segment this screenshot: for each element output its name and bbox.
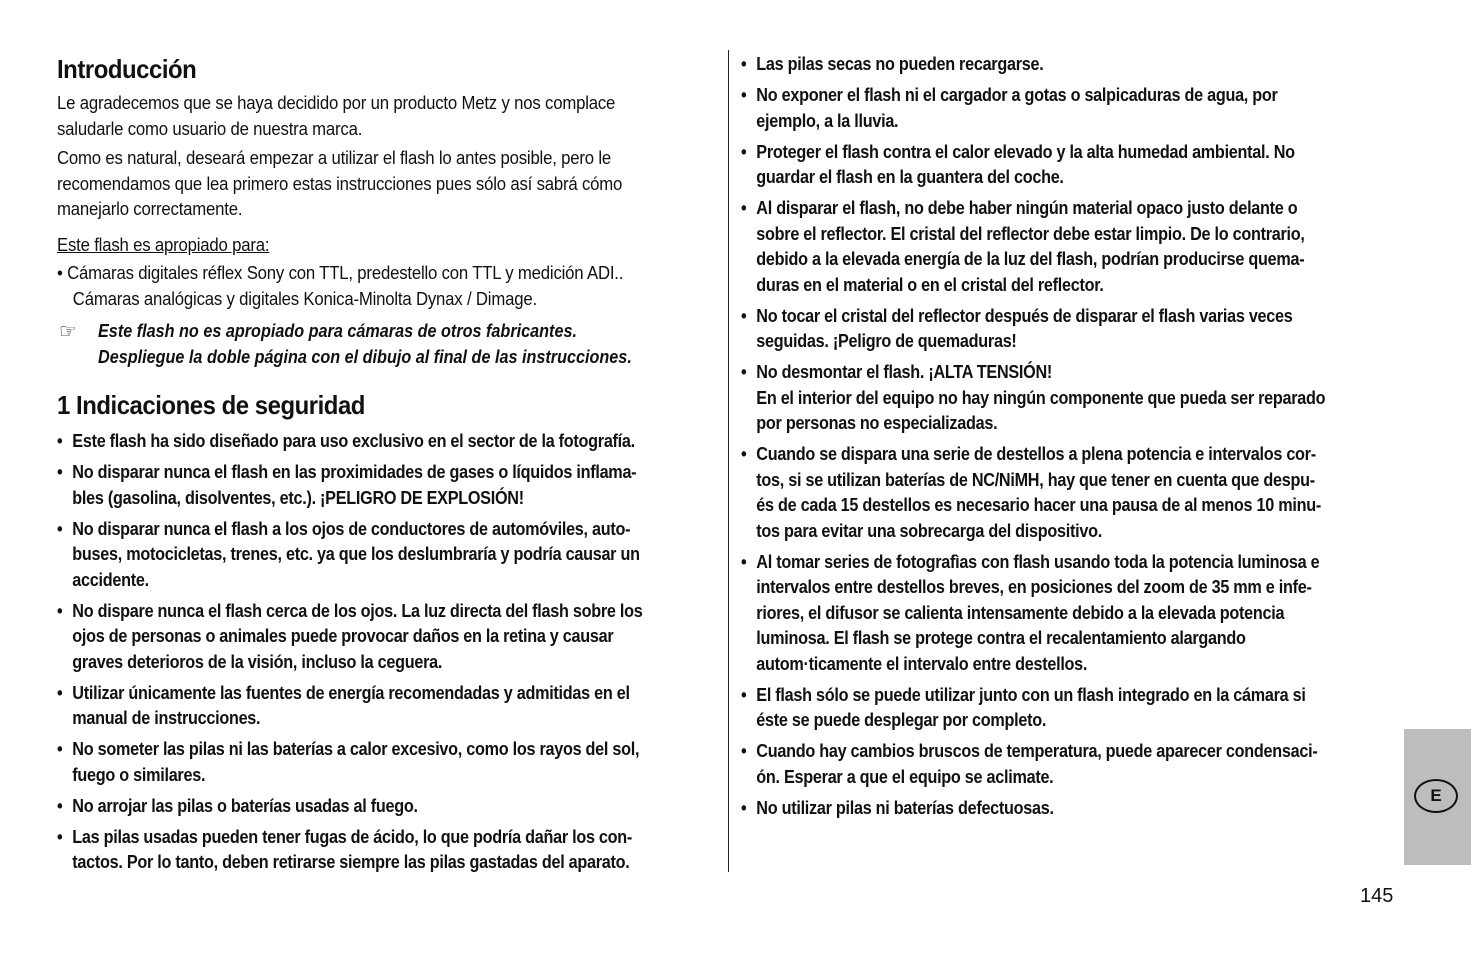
safety-list-item: • No exponer el flash ni el cargador a gotas o salpicaduras de agua, por ejemplo, a la lluvia. [741,83,1325,134]
safety-list-item: • No dispare nunca el flash cerca de los ojos. La luz directa del flash sobre los ojos de personas o animales puede provocar daños en la retina y causar graves deterioros de la visión, incluso la ceguera. [57,599,642,676]
safety-list-item: • Las pilas secas no pueden recargarse. [741,52,1325,78]
safety-list-item: • Este flash ha sido diseñado para uso exclusivo en el sector de la fotografía. [57,429,642,455]
safety-list-item: • Cuando hay cambios bruscos de temperatura, puede aparecer condensaci- ón. Esperar a que el equipo se aclimate. [741,739,1325,790]
suitable-cameras-bullet: • Cámaras digitales réflex Sony con TTL, predestello con TTL y medición ADI.. Cámaras analógicas y digitales Konica-Minolta Dynax / Dimage. [57,263,624,309]
safety-list-item: • Al tomar series de fotografìas con flash usando toda la potencia luminosa e intervalos entre destellos breves, en posiciones del zoom de 35 mm e infe- riores, el difusor se calienta intensamente debido a la elevada potencia luminosa. El flash se protege contra el recalentamiento alargando autom·ticamente el intervalo entre destellos. [741,550,1325,678]
safety-heading: 1 Indicaciones de seguridad [57,390,365,420]
safety-list-item: • Las pilas usadas pueden tener fugas de ácido, lo que podría dañar los con- tactos. Por lo tanto, deben retirarse siempre las pilas gastadas del aparato. [57,825,642,876]
safety-list-left [57,429,708,881]
safety-list-item: • No utilizar pilas ni baterías defectuosas. [741,796,1325,822]
intro-heading: Introducción [57,54,197,84]
language-tab [1404,729,1471,865]
safety-list-item: • El flash sólo se puede utilizar junto con un flash integrado en la cámara si éste se puede desplegar por completo. [741,683,1325,734]
safety-list-item: • No someter las pilas ni las baterías a calor excesivo, como los rayos del sol, fuego o similares. [57,737,642,788]
safety-list-item: • Utilizar únicamente las fuentes de energía recomendadas y admitidas en el manual de instrucciones. [57,681,642,732]
safety-list-right [741,52,1390,827]
safety-list-item: • No tocar el cristal del reflector después de disparar el flash varias veces seguidas. ¡Peligro de quemaduras! [741,304,1325,355]
safety-list-item: • Proteger el flash contra el calor elevado y la alta humedad ambiental. No guardar el flash en la guantera del coche. [741,140,1325,191]
intro-paragraph-2: Como es natural, deseará empezar a utilizar el flash lo antes posible, pero le recomendamos que lea primero estas instrucciones pues sólo así sabrá cómo manejarlo correctamente. [57,148,623,219]
safety-list-item: • No desmontar el flash. ¡ALTA TENSIÓN! En el interior del equipo no hay ningún componente que pueda ser reparado por personas no especializadas. [741,360,1325,437]
suitable-for-label: Este flash es apropiado para: [57,235,270,255]
pointing-hand-icon: ☞ [59,321,77,343]
column-divider [728,50,729,872]
safety-list-item: • No arrojar las pilas o baterías usadas al fuego. [57,794,642,820]
safety-list-item: • Al disparar el flash, no debe haber ningún material opaco justo delante o sobre el reflector. El cristal del reflector debe estar limpio. De lo contrario, debido a la elevada energía de la luz del flash, podrían producirse quema- duras en el material o en el cristal del reflector. [741,196,1325,298]
safety-list-item: • No disparar nunca el flash en las proximidades de gases o líquidos inflama- bles (gasolina, disolventes, etc.). ¡PELIGRO DE EXPLOSIÓN! [57,460,642,511]
safety-list-item: • Cuando se dispara una serie de destellos a plena potencia e intervalos cor- tos, si se utilizan baterías de NC/NiMH, hay que tener en cuenta que despu- és de cada 15 destellos es necesario hacer una pausa de al menos 10 minu- tos para evitar una sobrecarga del dispositivo. [741,442,1325,544]
intro-paragraph-1: Le agradecemos que se haya decidido por un producto Metz y nos complace saludarle como usuario de nuestra marca. [57,93,616,139]
language-tab-label: E [1414,779,1458,813]
note-text: Este flash no es apropiado para cámaras de otros fabricantes. Despliegue la doble página con el dibujo al final de las instrucciones. [98,321,632,367]
page-number: 145 [1360,885,1394,907]
safety-list-item: • No disparar nunca el flash a los ojos de conductores de automóviles, auto- buses, motocicletas, trenes, etc. ya que los deslumbraría y podría causar un accidente. [57,517,642,594]
